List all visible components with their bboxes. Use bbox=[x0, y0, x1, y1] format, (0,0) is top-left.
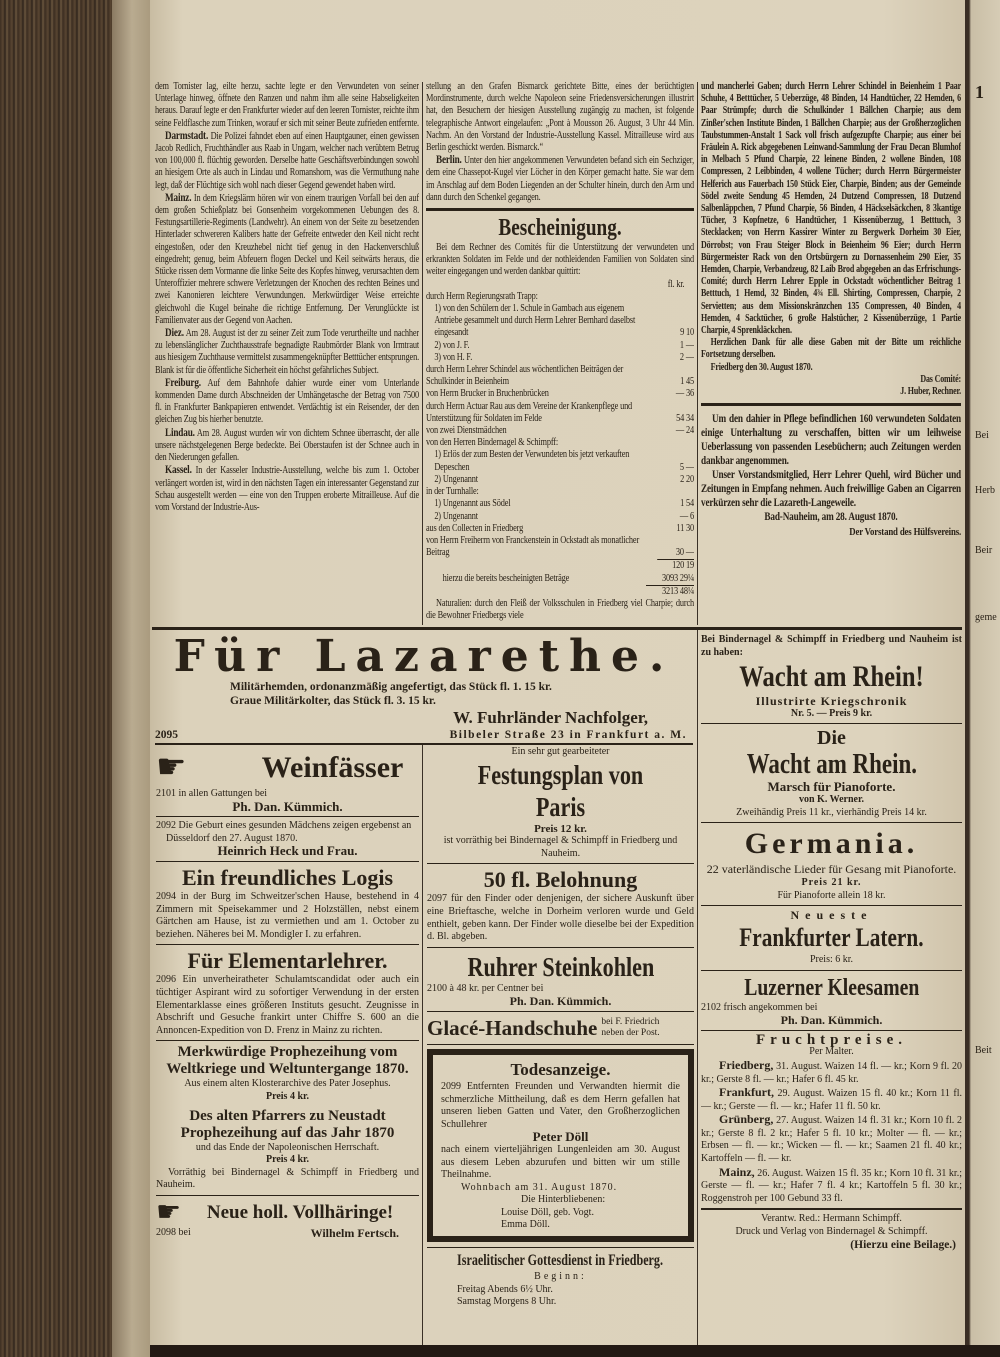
fragment: Beir bbox=[975, 545, 993, 556]
ad-divider bbox=[427, 1044, 694, 1045]
ledger-row bbox=[426, 340, 694, 352]
seller: Ph. Dan. Kümmich. bbox=[509, 994, 612, 1009]
column-divider bbox=[422, 82, 423, 625]
committee-label: Das Comité: bbox=[920, 373, 961, 385]
fragment: Bei bbox=[975, 430, 989, 441]
ad-number: 2098 bei bbox=[156, 1226, 191, 1238]
survivor-name: Louise Döll, geb. Vogt. bbox=[501, 1206, 594, 1218]
receipt-intro: Bei dem Rechner des Comités für die Unterstützung der verwundeten und erkrankten Soldaten im Felde und der nothleidenden Familien von Soldaten sind weiter eingegangen und werden dankbar quittirt: bbox=[426, 242, 694, 278]
birth-announcement: 2092 Die Geburt eines gesunden Mädchens zeigen ergebenst an bbox=[156, 820, 412, 832]
ledger-row bbox=[426, 474, 694, 486]
news-item-diez bbox=[155, 327, 419, 377]
supplement-note: (Hierzu eine Beilage.) bbox=[850, 1238, 956, 1251]
grain-price-entry bbox=[701, 1166, 962, 1206]
ledger-label: 2) Ungenannt bbox=[434, 473, 478, 485]
price: Preis 4 kr. bbox=[265, 1090, 310, 1102]
ledger-label: 3) von H. F. bbox=[434, 351, 473, 363]
news-text: Auf dem Bahnhofe dahier wurde einer vom Unterlande kommenden Dame durch Abschneiden der Umhängetasche der Betrag von 7500 fl. in Frankfurter Bankpapieren entwendet. Verdächtig ist ein Reisender, der den gleichen Zug bis hierher benutzte. bbox=[155, 377, 419, 426]
composer: von K. Werner. bbox=[798, 793, 864, 805]
ledger-label: 1) von den Schülern der 1. Schule in Gambach aus eigenem Antriebe gesammelt und durch Herrn Lehrer Bernhard daselbst eingesandt bbox=[434, 303, 636, 339]
ad-subtitle: Illustrirte Kriegschronik bbox=[755, 694, 908, 709]
thanks-text: Herzlichen Dank für alle diese Gaben mit der Bitte um reichliche Fortsetzung derselben. bbox=[701, 337, 961, 361]
notice-title: Todesanzeige. bbox=[510, 1059, 611, 1079]
fragment: 1 bbox=[975, 82, 984, 102]
ad-divider bbox=[156, 944, 419, 945]
receipt-title: Bescheinigung. bbox=[498, 215, 622, 242]
news-text: Unter den hier angekommenen Verwundeten befand sich ein Sechziger, dem eine Chassepot-Kugel vier Löcher in den Körper gemacht hatte. Sie war dem im Anschlag auf dem Boden Liegenden an der Schulter hinein, durch den Arm und dann durch den Schenkel gegangen. bbox=[426, 155, 694, 203]
ledger-row bbox=[426, 437, 694, 449]
ad-title: Wacht am Rhein! bbox=[739, 660, 924, 694]
service-time: Freitag Abends 6½ Uhr. bbox=[457, 1283, 553, 1295]
ledger-row bbox=[426, 291, 694, 303]
ad-text: Beginn: bbox=[534, 1271, 587, 1283]
dateline: Mainz. bbox=[164, 191, 192, 204]
ad-line: Militärhemden, ordonanzmäßig angefertigt, das Stück fl. 1. 15 kr. bbox=[230, 681, 552, 693]
ad-text: 2094 in der Burg im Schweitzer'schen Hause, bestehend in 4 Zimmern mit Speisekammer und 2 Holzställen, nebst einem Gärtchen am Hause, ist zu vermiethen und am 1. October zu beziehen. Näheres bei M. Mondigler I. zu erfahren. bbox=[156, 890, 419, 940]
ledger-amount: 2 20 bbox=[680, 473, 694, 485]
total-amount: 3213 48¼ bbox=[646, 585, 694, 598]
ad-title: Luzerner Kleesamen bbox=[743, 974, 920, 1001]
ledger-row bbox=[426, 364, 694, 388]
section-rule bbox=[155, 743, 693, 745]
printer: Druck und Verlag von Bindernagel & Schimpff. bbox=[735, 1226, 928, 1238]
market-prices: 31. August. Waizen 14 fl. — kr.; Korn 9 fl. 20 kr.; Gerste 8 fl. — kr.; Hafer 6 fl. 45 kr. bbox=[701, 1060, 962, 1085]
ledger-amount: — 6 bbox=[679, 510, 694, 522]
ad-title: Israelitischer Gottesdienst in Friedberg. bbox=[457, 1252, 664, 1270]
survivor-name: Emma Döll. bbox=[501, 1219, 550, 1231]
news-text: In der Kasseler Industrie-Ausstellung, welche bis zum 1. October verlängert worden ist, wird in den nächsten Tagen ein interessanter Gegenstand zur Schau ausgestellt werden — eine von den Truppen eroberte Mitrailleuse. Auf die vom Vorstand der Industrie-Aus- bbox=[155, 465, 419, 513]
price: Preis: 6 kr. bbox=[809, 953, 854, 965]
ledger-amount: — 36 bbox=[675, 388, 694, 400]
ledger-row bbox=[426, 449, 694, 473]
ledger-amount: 11 30 bbox=[676, 522, 694, 534]
ad-title: Weinfässer bbox=[261, 750, 404, 784]
birth-names: Heinrich Heck und Frau. bbox=[217, 843, 358, 859]
committee-signer: J. Huber, Rechner. bbox=[900, 386, 961, 398]
book-spine-edge bbox=[0, 0, 152, 1357]
news-paragraph: stellung an den Grafen Bismarck gerichtete Bitte, eines der berüchtigten Mordinstrumente, durch welche Napoleon seine Friedensversicherungen illustrirt hat, den Besuchern der hiesigen Ausstellung zugängig zu machen, ist folgende telegraphische Antwort eingelaufen: „Pont à Mousson 26. August, 3 Uhr 44 Min. Nachm. An den Vorstand der Industrie-Ausstellung Kassel. Mitrailleuse wird aus Berlin geschickt werden. Bismarck.“ bbox=[426, 81, 694, 154]
prior-label: hierzu die bereits bescheinigten Beträge bbox=[442, 572, 570, 584]
ad-title: Germania. bbox=[744, 827, 919, 861]
market-prices: 27. August. Waizen 14 fl. 31 kr.; Korn 10 fl. 2 kr.; Gerste 8 fl. 2 kr.; Hafer 5 fl. 10 kr.; Molter — fl. — kr.; Erbsen — fl. — kr.; Wicken — fl. — kr.; Saamen 21 fl. 40 kr.; Kartoffeln — fl. — kr. bbox=[701, 1115, 962, 1165]
grain-price-entry bbox=[701, 1113, 962, 1165]
ledger-amount: 1 45 bbox=[680, 376, 694, 388]
seller-location: neben der Post. bbox=[601, 1027, 660, 1038]
glove-ad bbox=[427, 1015, 694, 1041]
ledger-label: von zwei Dienstmädchen bbox=[426, 425, 507, 437]
ledger-label: durch Herrn Lehrer Schindel aus wöchentlichen Beiträgen der Schulkinder in Beienheim bbox=[426, 364, 624, 388]
next-page-edge bbox=[965, 0, 1000, 1345]
subtotal-amount: 120 19 bbox=[657, 559, 694, 572]
ad-title: Festungsplan von Paris bbox=[477, 759, 644, 822]
ledger-amount: 1 — bbox=[679, 339, 694, 351]
ledger-row bbox=[426, 352, 694, 364]
fragment: Beit bbox=[975, 1045, 992, 1056]
market-city: Grünberg, bbox=[719, 1112, 774, 1127]
news-item-mainz bbox=[155, 192, 419, 327]
ledger-label: durch Herrn Regierungsrath Trapp: bbox=[426, 290, 538, 302]
receipt-ledger bbox=[426, 291, 694, 559]
ledger-row bbox=[426, 511, 694, 523]
dateline: Kassel. bbox=[164, 464, 192, 477]
dateline: Freiburg. bbox=[164, 376, 201, 389]
ad-divider bbox=[701, 1208, 962, 1210]
market-city: Mainz, bbox=[719, 1164, 755, 1179]
ad-divider bbox=[427, 863, 694, 864]
prices-title: Fruchtpreise. bbox=[756, 1031, 907, 1048]
notice-place: Wohnbach am 31. August 1870. bbox=[461, 1181, 618, 1193]
ledger-prior bbox=[426, 573, 694, 585]
ledger-row bbox=[426, 535, 694, 559]
seller: Ph. Dan. Kümmich. bbox=[232, 798, 343, 814]
ledger-row bbox=[426, 303, 694, 340]
currency-header: fl. kr. bbox=[667, 278, 685, 290]
ad-title: Für Elementarlehrer. bbox=[187, 948, 388, 974]
pointing-hand-icon: ☛ bbox=[156, 749, 187, 786]
news-text: Am 28. August ist der zu seiner Zeit zum Tode verurtheilte und nachher zu lebenslänglicher Zuchthausstrafe begnadigte Raubmörder Blank von Irmtraut aus hiesigem Zuchthause vermittelst zusammengeknüpfter Betttücher entsprungen. Blank ist für die öffentliche Sicherheit ein höchst gefährliches Subject. bbox=[155, 328, 419, 376]
price: Für Pianoforte allein 18 kr. bbox=[777, 889, 886, 901]
ledger-row bbox=[426, 486, 694, 498]
news-column-2 bbox=[426, 81, 694, 626]
prior-amount: 3093 29¼ bbox=[662, 572, 694, 584]
lazarethe-ad bbox=[155, 631, 693, 742]
ad-divider bbox=[156, 1195, 419, 1196]
ledger-subtotal bbox=[426, 559, 694, 572]
ledger-amount: — 24 bbox=[675, 425, 694, 437]
price: Preis 12 kr. bbox=[534, 822, 587, 835]
ad-title: Merkwürdige Prophezeihung vom Weltkriege und Weltuntergange 1870. bbox=[166, 1044, 409, 1078]
ad-title: Wacht am Rhein. bbox=[746, 749, 917, 781]
prices-unit: Per Malter. bbox=[809, 1046, 854, 1058]
ledger-amount: 9 10 bbox=[680, 327, 694, 339]
ad-divider bbox=[701, 905, 962, 906]
ad-line: Graue Militärkolter, das Stück fl. 3. 15 kr. bbox=[230, 695, 436, 707]
column-divider bbox=[422, 745, 423, 1345]
lazareth-notice: Um den dahier in Pflege befindlichen 160 verwundeten Soldaten einige Unterhaltung zu verschaffen, bitten wir um leihweise Ueberlassung von passenden Lesebüchern; auch Zeitungen werden dankbar angenommen. bbox=[701, 413, 961, 468]
dateline: Berlin. bbox=[435, 154, 462, 167]
ledger-label: von Herrn Freiherrn von Franckenstein in Ockstadt als monatlicher Beitrag bbox=[426, 534, 640, 559]
section-rule bbox=[701, 403, 961, 406]
ad-title: Neue holl. Vollhäringe! bbox=[206, 1201, 394, 1223]
ad-divider bbox=[701, 970, 962, 971]
ad-title: Frankfurter Latern. bbox=[739, 922, 924, 952]
ad-text: 2096 Ein unverheiratheter Schulamtscandidat oder auch ein tüchtiger Aspirant wird zu sofortiger Verwendung in der ersten Elementarklasse eines größeren Instituts gesucht. Zeugnisse in Abschrift und Gesuche frankirt unter Chiffre S. 600 an die Annoncen-Expedition von D. Frenz in Mainz zu richten. bbox=[156, 974, 419, 1036]
news-item-kassel bbox=[155, 464, 419, 514]
ad-title: Des alten Pfarrers zu Neustadt Prophezeihung auf das Jahr 1870 bbox=[180, 1107, 395, 1141]
notice-text: 2099 Entfernten Freunden und Verwandten hiermit die schmerzliche Mittheilung, daß es dem Herrn gefallen hat unseren lieben Gatten und Vater, den Großherzoglichen Schullehrer bbox=[441, 1080, 680, 1130]
ad-text: 2097 für den Finder oder denjenigen, der sichere Auskunft über eine Brieftasche, welche in Dorheim verloren wurde und Geld enthielt, geben kann. Der Finder wolle dieselbe bei der Expedition d. Bl. abgeben. bbox=[427, 893, 694, 943]
ledger-row bbox=[426, 388, 694, 400]
ads-column-middle bbox=[427, 746, 694, 1344]
ad-text: 2100 à 48 kr. per Centner bei bbox=[427, 982, 544, 994]
ad-divider bbox=[427, 1011, 694, 1012]
ledger-label: 2) Ungenannt bbox=[434, 510, 478, 522]
section-rule bbox=[426, 208, 694, 211]
ad-text: ist vorräthig bei Bindernagel & Schimpff in Friedberg und Nauheim. bbox=[443, 835, 678, 859]
ledger-amount: 5 — bbox=[679, 461, 694, 473]
grain-price-entry bbox=[701, 1086, 962, 1113]
market-city: Friedberg, bbox=[719, 1057, 774, 1072]
ledger-label: von den Herren Bindernagel & Schimpff: bbox=[426, 437, 559, 449]
ad-divider bbox=[701, 822, 962, 823]
ledger-row bbox=[426, 498, 694, 510]
news-column-3 bbox=[701, 81, 961, 626]
ledger-row bbox=[426, 425, 694, 437]
ad-text: 2101 in allen Gattungen bei bbox=[156, 788, 268, 799]
notice-date: Bad-Nauheim, am 28. August 1870. bbox=[764, 511, 898, 524]
news-text: In dem Kriegslärm hören wir von einem traurigen Vorfall bei den auf dem großen Schießplatz bei Gonsenheim vorgekommenen Uebungen des 8. Festungsartillerie-Regiments (Landwehr). An einem von der Seite zu besetzenden Hinterlader schwereren Kalibers hatte der Gefreite entweder den Keil nicht recht eingestoßen, oder den Kreuzhebel nicht tief genug in den Hackenverschluß eingedreht; genug, beim Abfeuern flogen Deckel und Keil seitwärts heraus, die Stücke rissen dem Vormanne die linke Seite des Kopfes hinweg, verursachten dem Unteroffizier mehrere schwere Verletzungen der Knochen des rechten Beines und zwei Kanonieren leichtere Verwundungen. Merkwürdiger Weise erreichte gleichwohl die Kugel beinahe die richtige Entfernung. Der Verunglückte ist Familienvater aus der Gegend von Aachen. bbox=[155, 192, 419, 326]
ledger-label: 2) von J. F. bbox=[434, 339, 470, 351]
ad-divider bbox=[427, 1247, 694, 1248]
seller: Ph. Dan. Kümmich. bbox=[780, 1013, 883, 1028]
ad-text: Bei Bindernagel & Schimpff in Friedberg und Nauheim ist zu haben: bbox=[701, 634, 962, 658]
column-divider bbox=[697, 630, 698, 1345]
lazareth-notice-2: Unser Vorstandsmitglied, Herr Lehrer Quehl, wird Bücher und Zeitungen in Empfang nehmen. Auch freiwillige Gaben an Cigarren verkürzen sehr die Lazareth-Langeweile. bbox=[701, 469, 961, 510]
ad-title: Ein freundliches Logis bbox=[181, 864, 394, 890]
ledger-row bbox=[426, 523, 694, 535]
ad-text: Ein sehr gut gearbeiteter bbox=[511, 746, 610, 757]
ad-text: 2102 frisch angekommen bei bbox=[701, 1001, 818, 1013]
seller: Wilhelm Fertsch. bbox=[310, 1225, 399, 1240]
price: Zweihändig Preis 11 kr., vierhändig Preis 14 kr. bbox=[736, 806, 927, 818]
price: Preis 4 kr. bbox=[265, 1154, 310, 1166]
donation-list: und mancherlei Gaben; durch Herrn Lehrer Schindel in Beienheim 1 Paar Schuhe, 4 Betttücher, 5 Ueberzüge, 48 Binden, 14 Handtücher, 22 Hemden, 6 Paar Strümpfe; durch die Schulkinder 1 Bällchen Charpie; aus dem Zinßer'schen Institute Binden, 1 Bällchen Charpie; aus der Großherzoglichen Taubstummen-Anstalt 1 Sack voll frisch aufgezupfte Charpie; aus einer bei Fräulein A. Rick abgegebenen Leinwand-Sammlung der Frau Decan Blumhof in Melbach 5 Pfund Charpie, 22 leinene Binden, 2 wollene Binden, 108 Compressen, 2 Leibbinden, 4 wollene Tücher; durch Herrn Bürgermeister Helferich aus Fauerbach 150 Stück Eier, Charpie, Binden; aus der Gemeinde Södel zweite Sendung 45 Hemden, 24 Dutzend Compressen, 18 Dutzend Salbenläppchen, 7 Pfund Charpie, 56 Binden, 4 Häckselsäckchen, 8 3kantige Tücher, 3 Kopfnetze, 6 Handtücher, 1 Kissenüberzug, 1 Betttuch, 3 Stecklacken; von Herrn Kassirer Winter zu Bergwerk Dorheim 30 Eier, Dörrobst; von Frau Steiger Block in Beienheim 96 Eier; durch Herrn Bürgermeister Rack von den Ortsbürgern zu Dornassenheim 290 Eier, 35 Hemden, Charpie, Verbandzeug, 82 Laib Brod abgegeben an das Erfrischungs-Comité; durch Herrn Lehrer Epple in Ockstadt wöchentlicher Beitrag 1 Betttuch, 1 Hemd, 32 Binden, 4¾ Ell. Shirting, Compressen, Charpie, 2 Servietten; aus dem Missionskränzchen 135 Compressen, 40 Binden, 4 Hemden, 4 Sacktücher, 6 große Halstücher, 2 Kissenüberzüge, 1 Partie Charpie, 4 Sprenkläckchen. bbox=[701, 81, 961, 337]
fragment: Herb bbox=[975, 485, 995, 496]
ad-text: 22 vaterländische Lieder für Gesang mit Pianoforte. bbox=[706, 862, 957, 877]
ledger-amount: 30 — bbox=[675, 547, 694, 559]
price: Preis 21 kr. bbox=[801, 877, 862, 889]
pointing-hand-icon: ☛ bbox=[156, 1196, 182, 1228]
ad-divider bbox=[701, 723, 962, 724]
news-text: Die Polizei fahndet eben auf einen Hauptgauner, einen gewissen Jacob Redlich, Fruchthändler aus Raab in Ungarn, welcher nach verübtem Betrug von 100,000 fl. flüchtig geworden. Derselbe hatte Geschäftsverbindungen sowohl an hiesigem Orte als auch in Lindau und Romanshorn, was die Vermuthung nahe legt, daß der Flüchtige sich wohl nach dieser Gegend gewendet haben wird. bbox=[155, 130, 419, 191]
market-city: Frankfurt, bbox=[719, 1085, 774, 1100]
receipt-natural: Naturalien: durch den Fleiß der Volksschulen in Friedberg viel Charpie; durch die Bewohner Friedbergs viele bbox=[426, 597, 694, 622]
news-item-lindau bbox=[155, 427, 419, 465]
ledger-label: 1) Ungenannt aus Södel bbox=[434, 498, 511, 510]
ledger-amount: 54 34 bbox=[676, 412, 694, 424]
ledger-label: in der Turnhalle: bbox=[426, 486, 479, 498]
grain-price-entry bbox=[701, 1059, 962, 1086]
ledger-label: von Herrn Brucker in Bruchenbrücken bbox=[426, 388, 549, 400]
ledger-amount: 1 54 bbox=[680, 498, 694, 510]
ledger-label: aus den Collecten in Friedberg bbox=[426, 522, 524, 534]
ads-column-right bbox=[701, 634, 962, 1344]
section-rule bbox=[152, 627, 962, 630]
seller: bei F. Friedrich bbox=[601, 1016, 660, 1027]
firm-name: W. Fuhrländer Nachfolger, bbox=[453, 708, 648, 727]
ads-column-left bbox=[156, 748, 419, 1343]
ledger-label: durch Herrn Actuar Rau aus dem Vereine der Krankenpflege und Unterstützung für Soldaten im Felde bbox=[426, 400, 633, 424]
ad-title: 50 fl. Belohnung bbox=[483, 867, 638, 893]
death-notice bbox=[427, 1049, 694, 1242]
news-item-berlin bbox=[426, 154, 694, 204]
ad-text: und das Ende der Napoleonischen Herrschaft. bbox=[195, 1141, 380, 1153]
price: Nr. 5. — Preis 9 kr. bbox=[790, 707, 873, 719]
dateline: Lindau. bbox=[164, 426, 195, 439]
notice-text: nach einem vierteljährigen Lungenleiden am 30. August aus diesem Leben abzurufen und bitten wir um stille Theilnahme. bbox=[441, 1143, 680, 1181]
ad-divider bbox=[156, 861, 419, 862]
grain-prices bbox=[701, 1059, 962, 1206]
dateline: Darmstadt. bbox=[164, 129, 209, 142]
stock-note: Vorräthig bei Bindernagel & Schimpff in Friedberg und Nauheim. bbox=[156, 1166, 419, 1191]
ledger-total bbox=[426, 585, 694, 598]
column-divider bbox=[697, 82, 698, 625]
receipt-date: Friedberg den 30. August 1870. bbox=[710, 361, 813, 373]
news-paragraph: dem Tornister lag, eilte herzu, sachte legte er den Verwundeten von seiner Unterlage hinweg, öffnete den Ranzen und nahm ihm alle seine Habseligkeiten heraus. Darauf legte er den Frankfurter wieder auf den leeren Tornister, reichte ihm seine Feldflasche zum Trinken, worauf er sich mit seiner Beute zufrieden entfernte. bbox=[155, 81, 419, 129]
deceased-name: Peter Döll bbox=[532, 1129, 589, 1145]
news-item-freiburg bbox=[155, 377, 419, 427]
dateline: Diez. bbox=[164, 327, 184, 340]
service-time: Samstag Morgens 8 Uhr. bbox=[457, 1296, 557, 1308]
ad-divider bbox=[156, 816, 419, 817]
news-item-darmstadt bbox=[155, 130, 419, 192]
ad-divider bbox=[427, 947, 694, 948]
news-text: Am 28. August wurden wir von dichtem Schnee überrascht, der alle unsere nächstgelegenen Berge bedeckte. Bei Oberstaufen ist der Schnee auch in den Niederungen gefallen. bbox=[155, 427, 419, 464]
news-column-1 bbox=[155, 81, 419, 626]
market-prices: 29. August. Waizen 15 fl. 40 kr.; Korn 11 fl. — kr.; Gerste — fl. — kr.; Hafer 11 fl. 50 kr. bbox=[701, 1088, 962, 1112]
ad-title: Ruhrer Steinkohlen bbox=[467, 951, 654, 982]
wine-ad bbox=[156, 748, 419, 788]
birth-place: Düsseldorf den 27. August 1870. bbox=[166, 832, 298, 844]
editor: Verantw. Red.: Hermann Schimpff. bbox=[761, 1213, 902, 1225]
market-prices: 26. August. Waizen 15 fl. 35 kr.; Korn 10 fl. 31 kr.; Gerste — fl. — kr.; Hafer 7 fl. 4 kr.; Kartoffeln 5 fl. 30 kr.; Roggenstroh per 100 Gebund 33 fl. bbox=[701, 1167, 962, 1204]
ledger-row bbox=[426, 401, 694, 425]
ad-number: 2095 bbox=[155, 729, 178, 741]
ledger-label: 1) Erlös der zum Besten der Verwundeten bis jetzt verkauften Depeschen bbox=[434, 449, 630, 473]
ad-text: Aus einem alten Klosterarchive des Pater Josephus. bbox=[184, 1078, 391, 1090]
notice-survivors-label: Die Hinterbliebenen: bbox=[521, 1194, 606, 1206]
notice-signature: Der Vorstand des Hülfsvereins. bbox=[849, 526, 961, 539]
firm-address: Bilbeler Straße 23 in Frankfurt a. M. bbox=[449, 729, 687, 741]
ad-title: Für Lazarethe. bbox=[173, 631, 675, 682]
fragment: geme bbox=[975, 612, 997, 623]
ad-subtitle: Marsch für Pianoforte. bbox=[767, 779, 896, 795]
ad-subtitle: Neueste bbox=[790, 908, 873, 923]
ad-title: Die bbox=[817, 727, 846, 750]
ad-divider bbox=[156, 1040, 419, 1041]
page-bottom-edge bbox=[150, 1345, 1000, 1357]
ad-title: Glacé-Handschuhe bbox=[427, 1015, 598, 1040]
ledger-amount: 2 — bbox=[679, 351, 694, 363]
ad-divider bbox=[701, 1030, 962, 1031]
